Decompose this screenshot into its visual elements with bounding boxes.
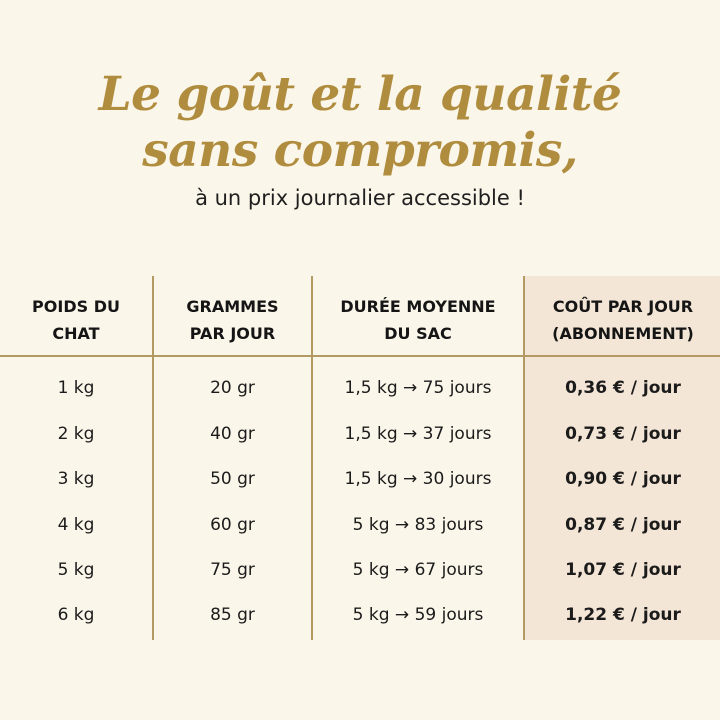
cell-grams-per-day: 75 gr <box>210 560 255 580</box>
headline-line-2: sans compromis, <box>142 123 578 178</box>
table-row <box>0 366 720 411</box>
cell-bag-duration: 1,5 kg → 37 jours <box>344 424 492 444</box>
table-row <box>0 457 720 502</box>
cell-bag-duration: 1,5 kg → 30 jours <box>344 469 492 489</box>
cell-cat-weight: 1 kg <box>57 378 95 398</box>
cell-grams-per-day: 85 gr <box>210 605 255 625</box>
cell-daily-cost: 1,22 € / jour <box>565 605 681 625</box>
table-row <box>0 503 720 548</box>
cell-grams-per-day: 60 gr <box>210 515 255 535</box>
cell-daily-cost: 1,07 € / jour <box>565 560 681 580</box>
header-cat-weight: POIDS DU CHAT <box>32 297 120 343</box>
header-rule <box>0 355 720 357</box>
table-row <box>0 548 720 593</box>
cell-grams-per-day: 20 gr <box>210 378 255 398</box>
cell-cat-weight: 4 kg <box>57 515 95 535</box>
header-daily-cost: COÛT PAR JOUR (ABONNEMENT) <box>552 297 694 343</box>
cell-grams-per-day: 40 gr <box>210 424 255 444</box>
headline-line-1: Le goût et la qualité <box>98 67 622 122</box>
cell-grams-per-day: 50 gr <box>210 469 255 489</box>
cell-daily-cost: 0,73 € / jour <box>565 424 681 444</box>
cell-daily-cost: 0,36 € / jour <box>565 378 681 398</box>
cell-bag-duration: 5 kg → 83 jours <box>352 515 484 535</box>
header-bag-duration: DURÉE MOYENNE DU SAC <box>340 297 496 343</box>
header-grams-per-day: GRAMMES PAR JOUR <box>186 297 279 343</box>
subtitle: à un prix journalier accessible ! <box>195 186 525 210</box>
cell-bag-duration: 5 kg → 67 jours <box>352 560 484 580</box>
cell-cat-weight: 6 kg <box>57 605 95 625</box>
cell-bag-duration: 1,5 kg → 75 jours <box>344 378 492 398</box>
table-row <box>0 412 720 457</box>
cell-cat-weight: 2 kg <box>57 424 95 444</box>
cell-daily-cost: 0,87 € / jour <box>565 515 681 535</box>
cell-daily-cost: 0,90 € / jour <box>565 469 681 489</box>
cell-bag-duration: 5 kg → 59 jours <box>352 605 484 625</box>
cell-cat-weight: 3 kg <box>57 469 95 489</box>
cell-cat-weight: 5 kg <box>57 560 95 580</box>
table-row <box>0 593 720 638</box>
